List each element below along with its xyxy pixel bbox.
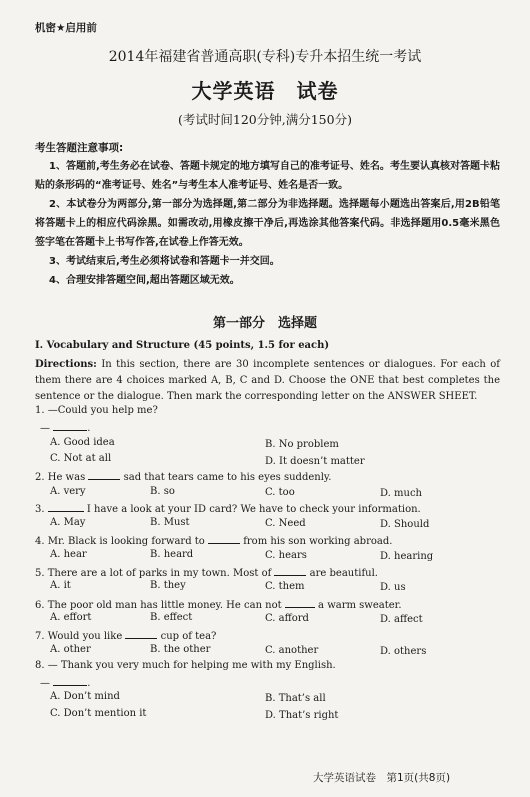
question-8: 8. — Thank you very much for helping me with my English. bbox=[35, 660, 336, 671]
page-footer: 大学英语试卷 第1页(共8页) bbox=[313, 772, 451, 784]
exam-duration: (考试时间120分钟,满分150分) bbox=[178, 112, 352, 127]
notice-item-1: 1、答题前,考生务必在试卷、答题卡规定的地方填写自己的准考证号、姓名。考生要认真核对答题卡粘贴的条形码的“准考证号、姓名”与考生本人准考证号、姓名是否一致。 bbox=[35, 161, 500, 191]
question-4: 4. Mr. Black is looking forward to from his son working abroad. bbox=[35, 533, 392, 547]
q7-option-c[interactable]: C. another bbox=[265, 645, 319, 656]
q3-option-c[interactable]: C. Need bbox=[265, 518, 306, 529]
q3-option-a[interactable]: A. May bbox=[50, 517, 86, 528]
notice-item-3: 3、考试结束后,考生必须将试卷和答题卡一并交回。 bbox=[49, 256, 280, 267]
question-8-reply: — . bbox=[40, 675, 90, 689]
q7-option-d[interactable]: D. others bbox=[380, 646, 427, 657]
notice-heading: 考生答题注意事项: bbox=[35, 142, 124, 154]
q5-option-c[interactable]: C. them bbox=[265, 581, 305, 592]
q1-option-d[interactable]: D. It doesn’t matter bbox=[265, 456, 365, 467]
q6-option-b[interactable]: B. effect bbox=[150, 612, 193, 623]
q4-option-a[interactable]: A. hear bbox=[50, 549, 87, 560]
question-1: 1. —Could you help me? bbox=[35, 405, 158, 416]
question-7: 7. Would you like cup of tea? bbox=[35, 628, 216, 642]
section-title: Ⅰ. Vocabulary and Structure (45 points, 1.5 for each) bbox=[35, 340, 330, 351]
q6-option-d[interactable]: D. affect bbox=[380, 614, 423, 625]
part-title: 第一部分 选择题 bbox=[212, 316, 317, 331]
question-2: 2. He was sad that tears came to his eyes suddenly. bbox=[35, 469, 331, 483]
notice-item-2: 2、本试卷分为两部分,第一部分为选择题,第二部分为非选择题。选择题每小题选出答案后,用2B铅笔将答题卡上的相应代码涂黑。如需改动,用橡皮擦干净后,再选涂其他答案代码。非选择题用0.5毫米黑色签字笔在答题卡上书写作答,在试卷上作答无效。 bbox=[35, 199, 500, 248]
q8-option-b[interactable]: B. That’s all bbox=[265, 693, 326, 704]
question-3: 3. I have a look at your ID card? We have to check your information. bbox=[35, 501, 421, 515]
question-5: 5. There are a lot of parks in my town. Most of are beautiful. bbox=[35, 565, 378, 579]
question-6: 6. The poor old man has little money. He can not a warm sweater. bbox=[35, 597, 402, 611]
q7-option-a[interactable]: A. other bbox=[50, 644, 91, 655]
q8-option-a[interactable]: A. Don’t mind bbox=[50, 691, 120, 702]
q3-option-b[interactable]: B. Must bbox=[150, 517, 190, 528]
directions-label: Directions: bbox=[35, 359, 97, 370]
q1-option-a[interactable]: A. Good idea bbox=[50, 437, 115, 448]
confidential-label: 机密★启用前 bbox=[35, 22, 97, 34]
directions bbox=[35, 357, 500, 405]
q7-option-b[interactable]: B. the other bbox=[150, 644, 211, 655]
q4-option-d[interactable]: D. hearing bbox=[380, 551, 434, 562]
q2-option-a[interactable]: A. very bbox=[50, 486, 86, 497]
q2-option-b[interactable]: B. so bbox=[150, 486, 175, 497]
q2-option-c[interactable]: C. too bbox=[265, 487, 295, 498]
paper-title: 大学英语 试卷 bbox=[191, 79, 339, 103]
q4-option-c[interactable]: C. hears bbox=[265, 550, 307, 561]
q8-option-d[interactable]: D. That’s right bbox=[265, 710, 339, 721]
q5-option-d[interactable]: D. us bbox=[380, 582, 406, 593]
q1-option-c[interactable]: C. Not at all bbox=[50, 453, 112, 464]
q5-option-b[interactable]: B. they bbox=[150, 580, 186, 591]
q2-option-d[interactable]: D. much bbox=[380, 488, 422, 499]
question-1-reply: — . bbox=[40, 420, 90, 434]
q5-option-a[interactable]: A. it bbox=[50, 580, 71, 591]
notice-item-4: 4、合理安排答题空间,超出答题区域无效。 bbox=[49, 275, 240, 286]
q4-option-b[interactable]: B. heard bbox=[150, 549, 194, 560]
q6-option-c[interactable]: C. afford bbox=[265, 613, 309, 624]
exam-title: 2014年福建省普通高职(专科)专升本招生统一考试 bbox=[108, 49, 422, 65]
directions-text: In this section, there are 30 incomplete sentences or dialogues. For each of them there are 4 choices marked A, B, C and D. Choose the ONE that best completes the sentence or the dialogue. Then mark the corresponding letter on the ANSWER SHEET. bbox=[35, 359, 500, 402]
q6-option-a[interactable]: A. effort bbox=[50, 612, 92, 623]
q8-option-c[interactable]: C. Don’t mention it bbox=[50, 708, 147, 719]
q3-option-d[interactable]: D. Should bbox=[380, 519, 430, 530]
q1-option-b[interactable]: B. No problem bbox=[265, 439, 339, 450]
